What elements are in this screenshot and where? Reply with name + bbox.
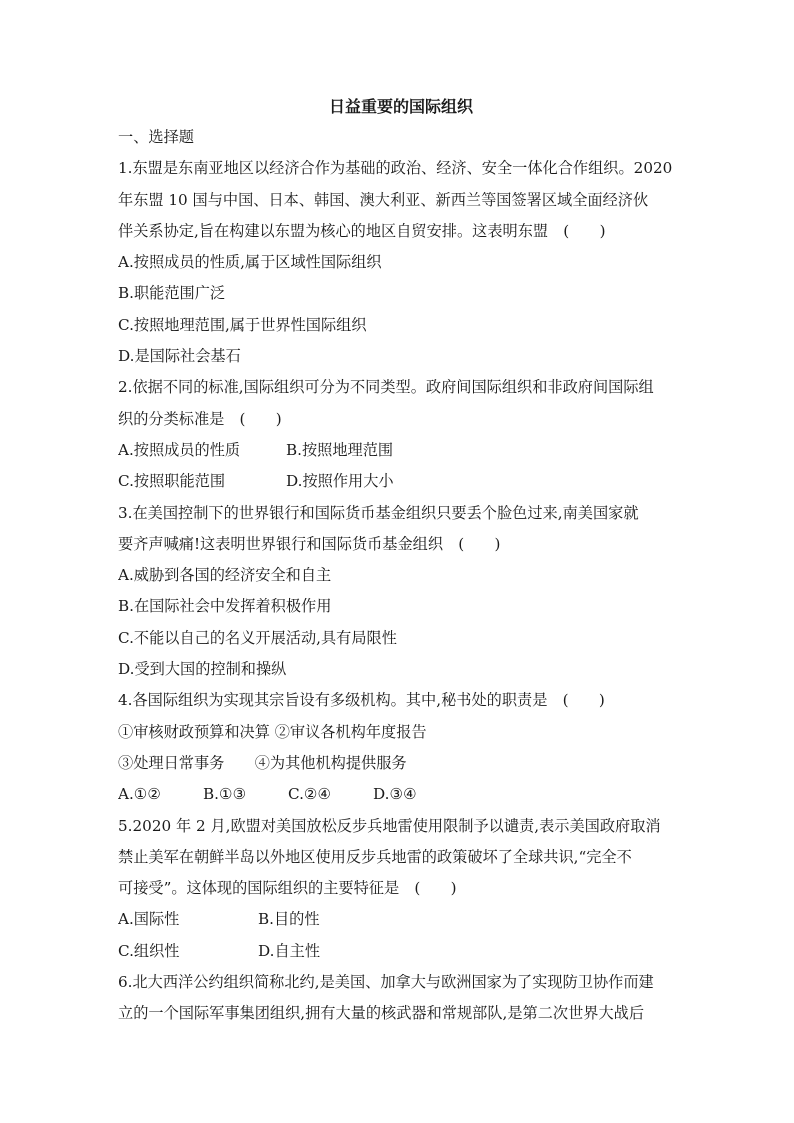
option-row	[118, 904, 684, 935]
statement-line: ①审核财政预算和决算 ②审议各机构年度报告	[118, 722, 427, 741]
option-a: A.按照成员的性质,属于区域性国际组织	[118, 253, 382, 272]
question-text-line: 1.东盟是东南亚地区以经济合作为基础的政治、经济、安全一体化合作组织。2020	[118, 159, 673, 178]
question-3	[118, 498, 684, 686]
option-row	[118, 435, 684, 466]
question-text-line: 禁止美军在朝鲜半岛以外地区使用反步兵地雷的政策破坏了全球共识,“完全不	[118, 847, 632, 866]
question-text-line: 织的分类标准是 ( )	[118, 409, 282, 428]
option-c: C.按照地理范围,属于世界性国际组织	[118, 315, 367, 334]
option-d: D.按照作用大小	[286, 472, 394, 491]
question-text-line: 2.依据不同的标准,国际组织可分为不同类型。政府间国际组织和非政府间国际组	[118, 378, 654, 397]
question-text-line: 伴关系协定,旨在构建以东盟为核心的地区自贸安排。这表明东盟 ( )	[118, 221, 606, 240]
option-b: B.①③	[203, 785, 247, 804]
question-text-line: 6.北大西洋公约组织简称北约,是美国、加拿大与欧洲国家为了实现防卫协作而建	[118, 973, 654, 992]
question-text-line: 4.各国际组织为实现其宗旨设有多级机构。其中,秘书处的职责是 ( )	[118, 691, 605, 710]
option-b: B.目的性	[258, 910, 320, 929]
statement-line: ③处理日常事务 ④为其他机构提供服务	[118, 753, 407, 772]
question-4	[118, 685, 684, 810]
question-text-line: 3.在美国控制下的世界银行和国际货币基金组织只要丢个脸色过来,南美国家就	[118, 503, 639, 522]
option-c: C.按照职能范围	[118, 472, 226, 491]
option-d: D.是国际社会基石	[118, 347, 241, 366]
option-a: A.国际性	[118, 910, 180, 929]
option-c: C.组织性	[118, 941, 180, 960]
question-2	[118, 372, 684, 497]
option-c: C.不能以自己的名义开展活动,具有局限性	[118, 628, 397, 647]
question-text-line: 要齐声喊痛!这表明世界银行和国际货币基金组织 ( )	[118, 534, 501, 553]
section-heading: 一、选择题	[118, 128, 194, 146]
option-row	[118, 466, 684, 497]
question-text-line: 可接受”。这体现的国际组织的主要特征是 ( )	[118, 879, 457, 898]
option-c: C.②④	[288, 785, 332, 804]
option-a: A.按照成员的性质	[118, 440, 241, 459]
option-b: B.按照地理范围	[286, 440, 394, 459]
question-5	[118, 811, 684, 967]
question-6	[118, 967, 684, 1030]
question-text-line: 5.2020 年 2 月,欧盟对美国放松反步兵地雷使用限制予以谴责,表示美国政府取消	[118, 816, 661, 835]
document-page	[118, 92, 684, 1030]
document-title: 日益重要的国际组织	[328, 97, 473, 116]
option-d: D.自主性	[258, 941, 321, 960]
option-row	[118, 936, 684, 967]
question-1	[118, 153, 684, 372]
option-d: D.③④	[373, 785, 417, 804]
option-a: A.威胁到各国的经济安全和自主	[118, 566, 332, 585]
option-a: A.①②	[118, 785, 162, 804]
option-d: D.受到大国的控制和操纵	[118, 660, 287, 679]
option-row	[118, 779, 684, 810]
option-b: B.在国际社会中发挥着积极作用	[118, 597, 332, 616]
question-text-line: 年东盟 10 国与中国、日本、韩国、澳大利亚、新西兰等国签署区域全面经济伙	[118, 190, 649, 209]
option-b: B.职能范围广泛	[118, 284, 226, 303]
question-text-line: 立的一个国际军事集团组织,拥有大量的核武器和常规部队,是第二次世界大战后	[118, 1004, 645, 1023]
